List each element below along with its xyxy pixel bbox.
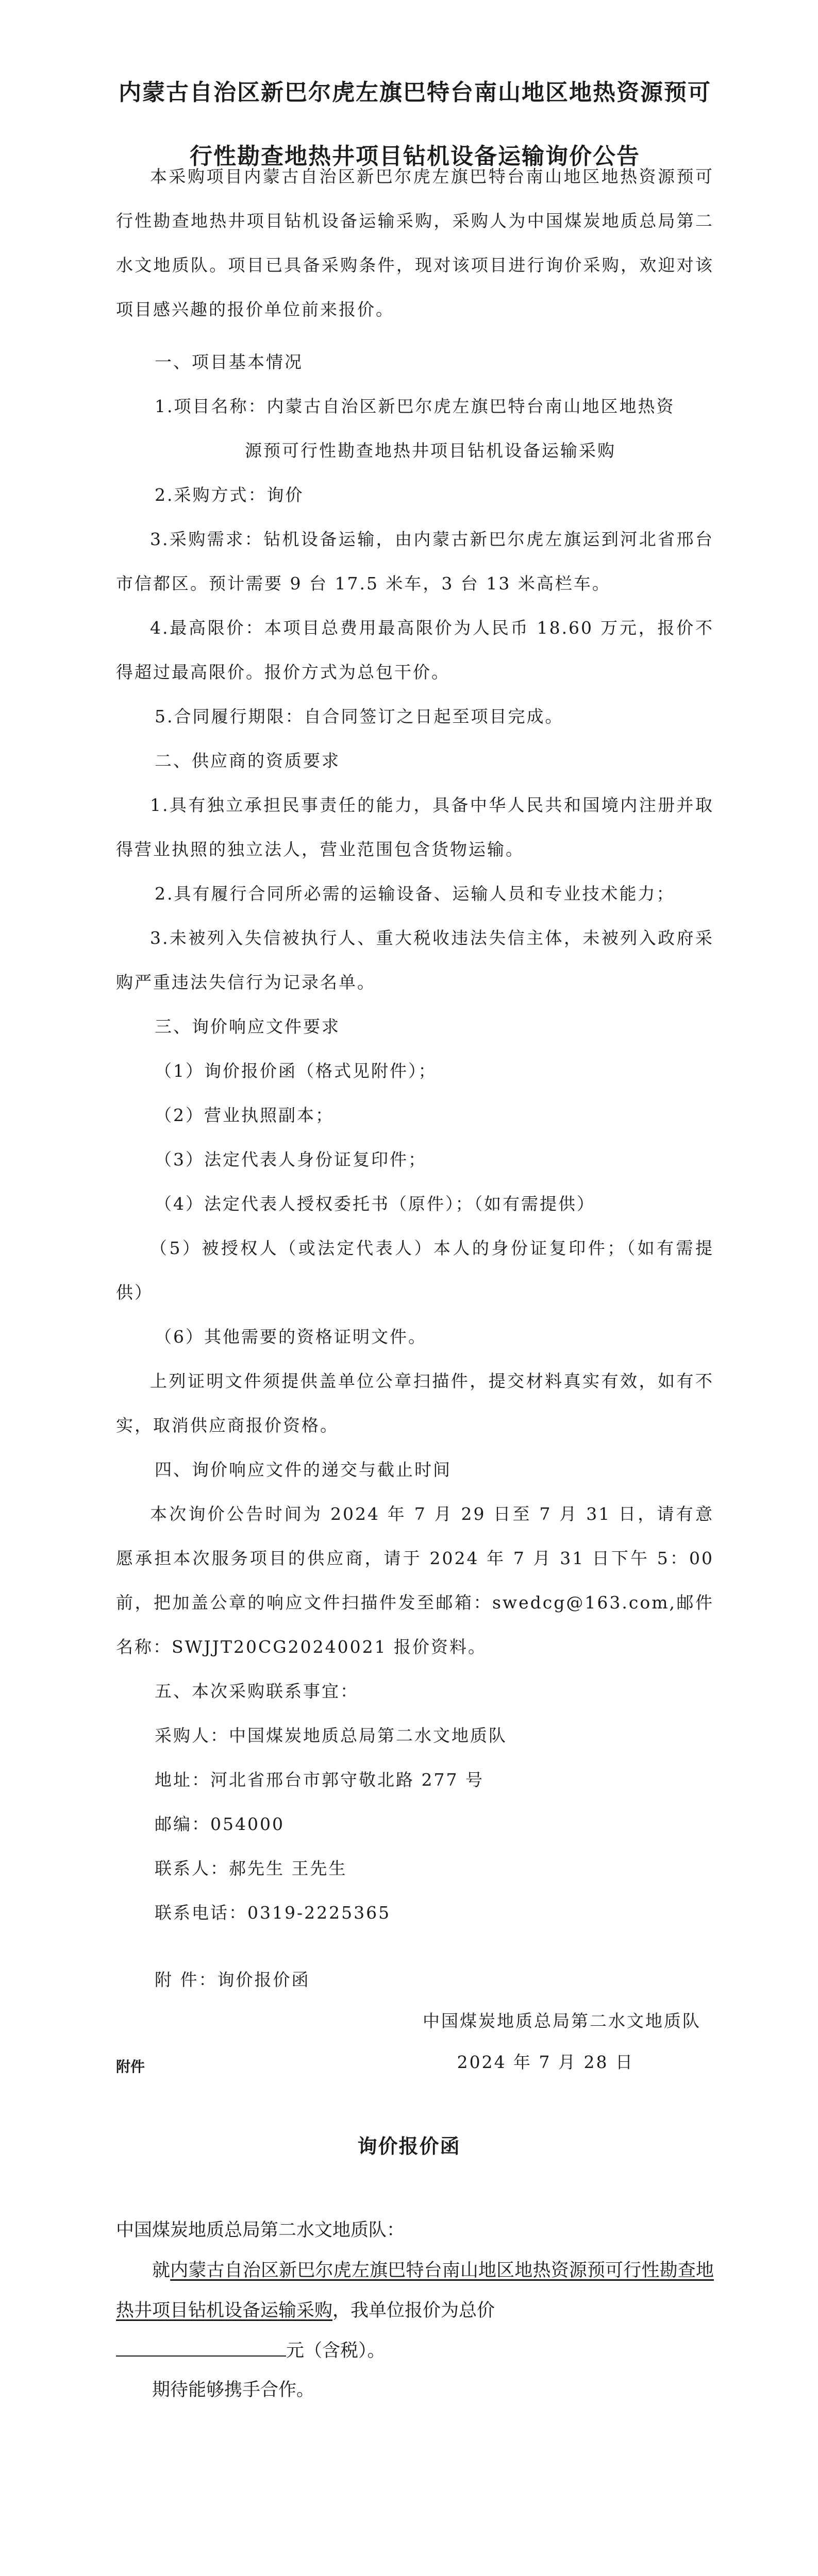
section-1-item-2: 2.采购方式：询价 [155,485,304,505]
page-title: 内蒙古自治区新巴尔虎左旗巴特台南山地区地热资源预可行性勘查地热井项目钻机设备运输询价公告 [119,79,711,170]
contact-person: 联系人：郝先生 王先生 [155,1858,347,1878]
section-2-item-2: 2.具有履行合同所必需的运输设备、运输人员和专业技术能力； [155,884,675,904]
section-2-item-3: 3.未被列入失信被执行人、重大税收违法失信主体，未被列入政府采购严重违法失信行为记录名单。 [116,928,714,992]
field-quote-unit [116,2568,252,2576]
letter-salutation: 中国煤炭地质总局第二水文地质队： [116,2220,405,2241]
section-2-item-1: 1.具有独立承担民事责任的能力，具备中华人民共和国境内注册并取得营业执照的独立法人，营业范围包含货物运输。 [116,795,714,859]
letter-body-suffix: 元（含税）。 [286,2341,386,2361]
section-1-item-5: 5.合同履行期限：自合同签订之日起至项目完成。 [155,706,564,726]
price-blank-field[interactable] [116,2340,286,2357]
letter-body [116,2250,714,2371]
section-1-heading: 一、项目基本情况 [155,352,303,372]
section-2-heading: 二、供应商的资质要求 [155,751,340,771]
section-3-item-3: （3）法定代表人身份证复印件； [155,1149,427,1170]
section-3-item-2: （2）营业执照副本； [155,1105,334,1125]
contact-postcode: 邮编：054000 [155,1814,285,1834]
section-4-heading: 四、询价响应文件的递交与截止时间 [155,1460,452,1480]
signature-org: 中国煤炭地质总局第二水文地质队 [423,2011,701,2031]
letter-project-name: 内蒙古自治区新巴尔虎左旗巴特台南山地区地热资源预可行性勘查地热井项目钻机设备运输采购 [116,2260,714,2321]
contact-purchaser: 采购人：中国煤炭地质总局第二水文地质队 [155,1725,507,1745]
section-1-item-1-line-1: 1.项目名称：内蒙古自治区新巴尔虎左旗巴特台南山地区地热资 [155,396,675,416]
section-3-item-6: （6）其他需要的资格证明文件。 [155,1327,427,1347]
letter-body-prefix: 就 [152,2260,171,2281]
section-3-heading: 三、询价响应文件要求 [155,1016,340,1037]
section-3-item-5: （5）被授权人（或法定代表人）本人的身份证复印件；（如有需提供） [116,1238,714,1302]
signature-date: 2024 年 7 月 28 日 [457,2052,634,2072]
section-3-note: 上列证明文件须提供盖单位公章扫描件，提交材料真实有效，如有不实，取消供应商报价资格。 [116,1371,714,1435]
attachment-label: 附件 [116,2058,145,2075]
letter-body-mid: ，我单位报价为总价 [332,2300,495,2321]
letter-closing: 期待能够携手合作。 [152,2380,315,2400]
section-5-heading: 五、本次采购联系事宜： [155,1681,359,1701]
section-1-item-4: 4.最高限价：本项目总费用最高限价为人民币 18.60 万元，报价不得超过最高限价。报价方式为总包干价。 [116,618,714,682]
intro-paragraph: 本采购项目内蒙古自治区新巴尔虎左旗巴特台南山地区地热资源预可行性勘查地热井项目钻机设备运输采购，采购人为中国煤炭地质总局第二水文地质队。项目已具备采购条件，现对该项目进行询价采购，欢迎对该项目感兴趣的报价单位前来报价。 [116,166,714,319]
attachment-note: 附 件：询价报价函 [155,1970,310,1990]
section-3-item-1: （1）询价报价函（格式见附件）； [155,1061,437,1081]
contact-phone: 联系电话：0319-2225365 [155,1903,391,1923]
section-3-item-4: （4）法定代表人授权委托书（原件）；（如有需提供） [155,1194,595,1214]
letter-title: 询价报价函 [357,2135,461,2158]
section-4-body: 本次询价公告时间为 2024 年 7 月 29 日至 7 月 31 日，请有意愿承担本次服务项目的供应商，请于 2024 年 7 月 31 日下午 5：00 前，把加盖公章的响应文件扫描件发至邮箱：swedcg@163.com,邮件名称：SWJJT20CG20240021 报价资料。 [116,1504,714,1657]
section-1-item-1-line-2: 源预可行性勘查地热井项目钻机设备运输采购 [245,440,616,461]
contact-address: 地址：河北省邢台市郭守敬北路 277 号 [155,1770,484,1790]
section-1-item-3: 3.采购需求：钻机设备运输，由内蒙古新巴尔虎左旗运到河北省邢台市信都区。预计需要 9 台 17.5 米车，3 台 13 米高栏车。 [116,529,714,594]
